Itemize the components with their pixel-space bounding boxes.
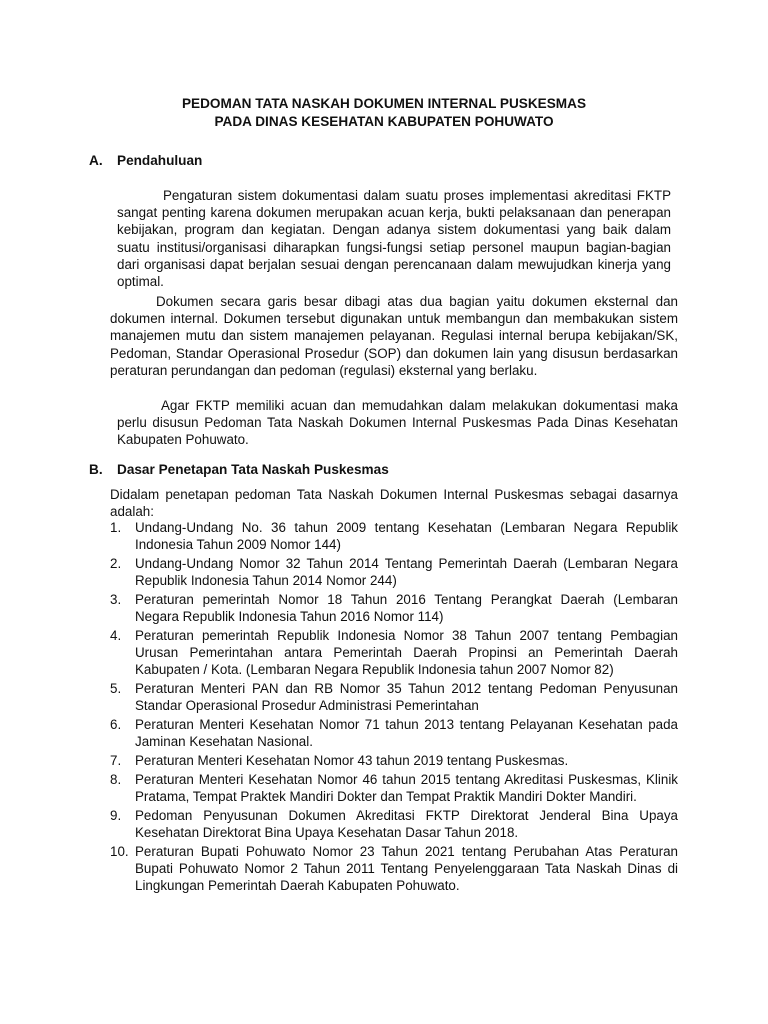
document-title-line-1: PEDOMAN TATA NASKAH DOKUMEN INTERNAL PUSKESMAS (181, 96, 587, 111)
list-item-number: 1. (110, 520, 122, 535)
list-item-number: 6. (110, 717, 122, 733)
list-item (110, 771, 678, 805)
list-item-number: 10. (110, 844, 129, 859)
section-a-paragraph-1: Pengaturan sistem dokumentasi dalam suatu proses implementasi akreditasi FKTP sangat penting karena dokumen merupakan acuan kerja, bukti pelaksanaan dan penerapan kebijakan, program dan kegiatan. Dengan adanya sistem dokumentasi yang baik dalam suatu institusi/organisasi diharapkan fungsi-fungsi setiap personel maupun bagian-bagian dari organisasi dapat berjalan sesuai dengan perencanaan dalam mewujudkan kinerja yang optimal. (117, 188, 671, 290)
list-item-number: 8. (110, 772, 122, 787)
section-a-paragraph-3: Agar FKTP memiliki acuan dan memudahkan dalam melakukan dokumentasi maka perlu disusun Pedoman Tata Naskah Dokumen Internal Puskesmas Pada Dinas Kesehatan Kabupaten Pohuwato. (117, 398, 678, 448)
list-item-text: Peraturan Menteri Kesehatan Nomor 43 tahun 2019 tentang Puskesmas. (135, 753, 569, 769)
list-item-text: Peraturan Menteri PAN dan RB Nomor 35 Tahun 2012 tentang Pedoman Penyusunan Standar Operasional Prosedur Administrasi Pemerintahan (135, 681, 678, 714)
section-a-title: Pendahuluan (117, 153, 203, 168)
document-title-line-2: PADA DINAS KESEHATAN KABUPATEN POHUWATO (214, 114, 554, 129)
section-b-marker: B. (89, 462, 103, 477)
list-item-text: Pedoman Penyusunan Dokumen Akreditasi FKTP Direktorat Jenderal Bina Upaya Kesehatan Direktorat Bina Upaya Kesehatan Dasar Tahun 2018. (135, 808, 678, 841)
section-a-marker: A. (89, 153, 103, 168)
list-item-text: Undang-Undang No. 36 tahun 2009 tentang Kesehatan (Lembaran Negara Republik Indonesia Tahun 2009 Nomor 144) (135, 520, 678, 553)
list-item (110, 555, 678, 589)
list-item (110, 591, 678, 625)
list-item-number: 4. (110, 628, 122, 643)
list-item (110, 519, 678, 553)
list-item (110, 716, 678, 750)
list-item-text: Peraturan Menteri Kesehatan Nomor 71 tahun 2013 tentang Pelayanan Kesehatan pada Jaminan Kesehatan Nasional. (135, 717, 678, 750)
list-item-number: 5. (110, 681, 122, 697)
list-item-text: Peraturan Bupati Pohuwato Nomor 23 Tahun 2021 tentang Perubahan Atas Peraturan Bupati Pohuwato Nomor 2 Tahun 2011 Tentang Penyelenggaraan Tata Naskah Dinas di Lingkungan Pemerintah Daerah Kabupaten Pohuwato. (135, 844, 678, 894)
list-item-number: 9. (110, 808, 122, 823)
list-item (110, 627, 678, 679)
list-item (110, 843, 678, 895)
section-b-intro: Didalam penetapan pedoman Tata Naskah Dokumen Internal Puskesmas sebagai dasarnya adalah: (110, 487, 678, 520)
section-a-paragraph-2: Dokumen secara garis besar dibagi atas dua bagian yaitu dokumen eksternal dan dokumen internal. Dokumen tersebut digunakan untuk membangun dan membakukan sistem manajemen mutu dan sistem manajemen pelayanan. Regulasi internal berupa kebijakan/SK, Pedoman, Standar Operasional Prosedur (SOP) dan dokumen lain yang disusun berdasarkan peraturan perundangan dan pedoman (regulasi) eksternal yang berlaku. (110, 294, 678, 378)
list-item-text: Peraturan pemerintah Nomor 18 Tahun 2016 Tentang Perangkat Daerah (Lembaran Negara Republik Indonesia Tahun 2016 Nomor 114) (135, 592, 678, 625)
list-item-number: 3. (110, 592, 122, 607)
section-a-heading (89, 152, 202, 170)
list-item-text: Undang-Undang Nomor 32 Tahun 2014 Tentang Pemerintah Daerah (Lembaran Negara Republik Indonesia Tahun 2014 Nomor 244) (135, 556, 678, 589)
list-item-number: 7. (110, 753, 122, 769)
section-b-heading (89, 461, 389, 479)
list-item-text: Peraturan pemerintah Republik Indonesia Nomor 38 Tahun 2007 tentang Pembagian Urusan Pemerintahan antara Pemerintah Daerah Propinsi an Pemerintah Daerah Kabupaten / Kota. (Lembaran Negara Republik Indonesia tahun 2007 Nomor 82) (135, 628, 678, 678)
list-item (110, 752, 678, 769)
legal-basis-list (110, 519, 678, 896)
list-item-text: Peraturan Menteri Kesehatan Nomor 46 tahun 2015 tentang Akreditasi Puskesmas, Klinik Pratama, Tempat Praktek Mandiri Dokter dan Tempat Praktik Mandiri Dokter Mandiri. (135, 772, 678, 805)
list-item-number: 2. (110, 556, 122, 571)
list-item (110, 807, 678, 841)
section-b-title: Dasar Penetapan Tata Naskah Puskesmas (117, 462, 389, 477)
list-item (110, 680, 678, 714)
